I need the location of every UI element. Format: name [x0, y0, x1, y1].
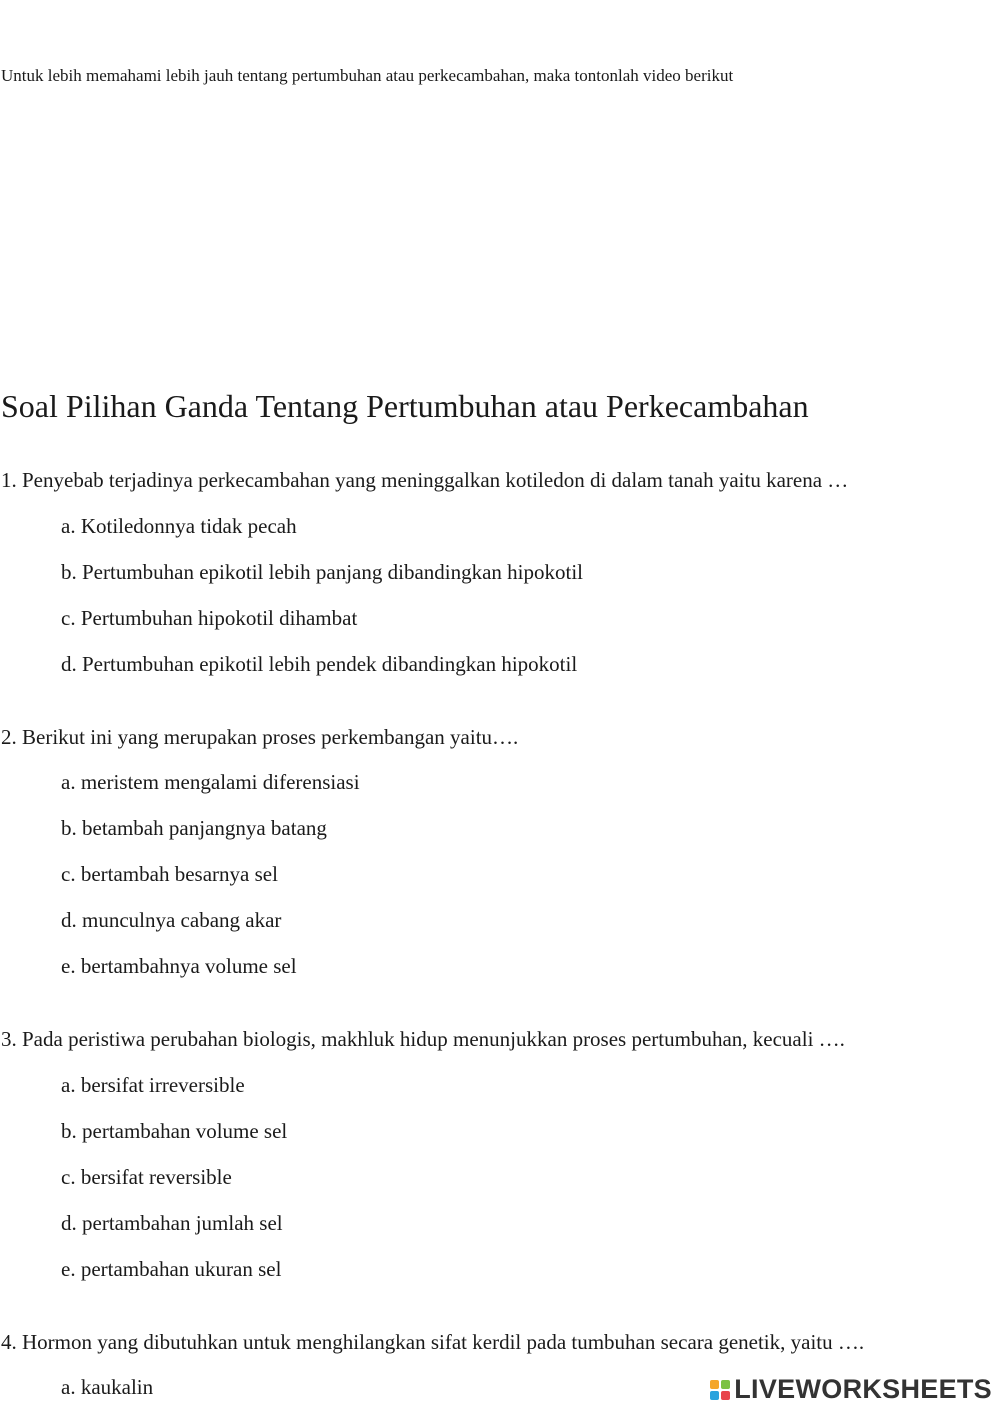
question-2-option-e[interactable]: e. bertambahnya volume sel [61, 954, 297, 978]
logo-square-1 [710, 1380, 719, 1389]
liveworksheets-logo-icon [710, 1380, 730, 1400]
question-2-option-d[interactable]: d. munculnya cabang akar [61, 908, 282, 932]
question-2-option-a[interactable]: a. meristem mengalami diferensiasi [61, 770, 360, 794]
question-1-option-b[interactable]: b. Pertumbuhan epikotil lebih panjang dibandingkan hipokotil [61, 560, 584, 584]
question-4-option-a[interactable]: a. kaukalin [61, 1375, 154, 1399]
question-3-option-d[interactable]: d. pertambahan jumlah sel [61, 1211, 283, 1235]
question-4: 4. Hormon yang dibutuhkan untuk menghilangkan sifat kerdil pada tumbuhan secara genetik, yaitu …. [1, 1330, 865, 1354]
question-3-option-a[interactable]: a. bersifat irreversible [61, 1073, 245, 1097]
question-1-option-d[interactable]: d. Pertumbuhan epikotil lebih pendek dibandingkan hipokotil [61, 652, 578, 676]
logo-square-2 [721, 1380, 730, 1389]
question-2-option-b[interactable]: b. betambah panjangnya batang [61, 816, 327, 840]
logo-square-3 [710, 1391, 719, 1400]
question-1: 1. Penyebab terjadinya perkecambahan yang meninggalkan kotiledon di dalam tanah yaitu karena … [1, 468, 849, 492]
question-1-option-c[interactable]: c. Pertumbuhan hipokotil dihambat [61, 606, 358, 630]
question-2-option-c[interactable]: c. bertambah besarnya sel [61, 862, 278, 886]
question-1-option-a[interactable]: a. Kotiledonnya tidak pecah [61, 514, 297, 538]
question-3-option-e[interactable]: e. pertambahan ukuran sel [61, 1257, 282, 1281]
question-3: 3. Pada peristiwa perubahan biologis, makhluk hidup menunjukkan proses pertumbuhan, kecuali …. [1, 1027, 845, 1051]
page-title: Soal Pilihan Ganda Tentang Pertumbuhan atau Perkecambahan [1, 388, 809, 424]
question-2: 2. Berikut ini yang merupakan proses perkembangan yaitu…. [1, 725, 519, 749]
liveworksheets-logo-text: LIVEWORKSHEETS [734, 1374, 992, 1404]
question-3-option-b[interactable]: b. pertambahan volume sel [61, 1119, 288, 1143]
liveworksheets-logo [710, 1374, 992, 1405]
question-3-option-c[interactable]: c. bersifat reversible [61, 1165, 232, 1189]
intro-text: Untuk lebih memahami lebih jauh tentang pertumbuhan atau perkecambahan, maka tontonlah video berikut [1, 66, 734, 85]
logo-square-4 [721, 1391, 730, 1400]
